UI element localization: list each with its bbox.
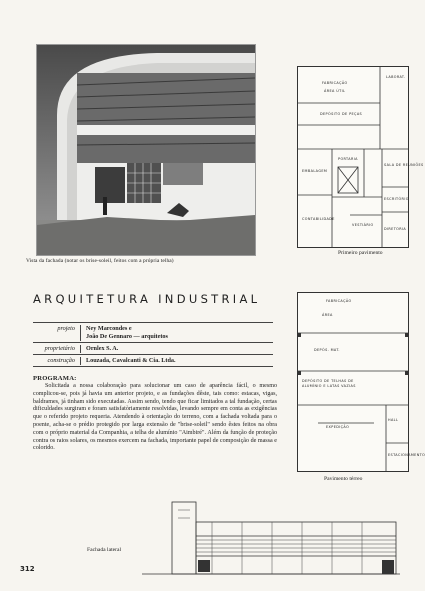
credit-label: construção	[33, 357, 81, 365]
room-label: DEPÓSITO DE TELHAS DE ALUMÍNIO E LATAS VAZIAS	[302, 379, 356, 388]
room-label: ÁREA ÚTIL	[324, 89, 346, 93]
room-label: PORTARIA	[338, 157, 358, 161]
side-elevation-drawing	[142, 500, 400, 576]
facade-photo-drawing	[37, 45, 255, 255]
credits-row	[33, 322, 273, 342]
room-label: VESTIÁRIO	[352, 223, 374, 227]
credits-table	[33, 322, 273, 367]
credit-value: Ornlex S. A.	[86, 344, 119, 352]
room-label: EMBALAGEM	[302, 169, 328, 173]
credit-label: proprietário	[33, 345, 81, 353]
elevation-label: Fachada lateral	[87, 547, 122, 553]
ground-floor-plan	[297, 292, 425, 472]
first-floor-label: Primeiro pavimento	[338, 250, 383, 256]
credit-value: Louzada, Cavalcanti & Cia. Ltda.	[86, 356, 176, 364]
credits-row	[33, 342, 273, 354]
room-label: ESCRITÓRIO	[384, 197, 409, 201]
room-label: ÁREA	[322, 313, 333, 317]
room-label: FABRICAÇÃO	[326, 299, 352, 303]
room-label: LABORAT.	[386, 75, 406, 79]
room-label: CONTABILIDADE	[302, 217, 335, 221]
credit-value: Ney Marcondes e João De Gennaro — arquitetos	[86, 324, 168, 340]
article-title: ARQUITETURA INDUSTRIAL	[33, 292, 261, 306]
room-label: ESTACIONAMENTO	[388, 453, 425, 457]
room-label: EXPEDIÇÃO	[326, 425, 350, 429]
room-label: DEPÓS. MAT.	[314, 348, 340, 352]
page-number: 312	[20, 565, 35, 573]
credit-label: projeto	[33, 325, 81, 341]
room-label: DIRETORIA	[384, 227, 407, 231]
credits-row	[33, 354, 273, 367]
side-elevation-svg	[142, 500, 400, 576]
room-label: HALL	[388, 418, 399, 422]
first-floor-plan	[297, 66, 424, 248]
room-label: DEPÓSITO DE PEÇAS	[320, 112, 363, 116]
body-paragraph: Solicitada a nossa colaboração para solucionar um caso de aparência fácil, o mesmo complicou-se, pois já havia um anterior projeto, e as fundações dêste, tais como: estacas, vigas, baldrames, já tinham sido executadas. Assim sendo, tendo que ficar limitados a tal fundação, certas dificuldades surgiram e foram satisfatòriamente resolvidas, levando sempre em conta as exigências que o referido projeto requeria. Atendendo à orientação do terreno, com a fachada voltada para o poente, acha-se o prédio protegido por larga extensão de "brise-soleil" sendo êstes feitos na obra com o próprio material da Companhia, a telha de alumínio "Aimbiré". Além da função de proteção contra os raios solares, os mesmos exercem na fachada, importante papel de composição de massa e colorido.	[33, 383, 277, 452]
facade-photo	[36, 44, 256, 256]
room-label: SALA DE REUNIÕES	[384, 163, 424, 167]
room-label: FABRICAÇÃO	[322, 81, 348, 85]
section-heading: PROGRAMA:	[33, 375, 77, 382]
ground-floor-label: Pavimento térreo	[324, 476, 363, 482]
photo-caption: Vista da fachada (notar os brise-soleil, feitos com a própria telha)	[26, 258, 174, 264]
